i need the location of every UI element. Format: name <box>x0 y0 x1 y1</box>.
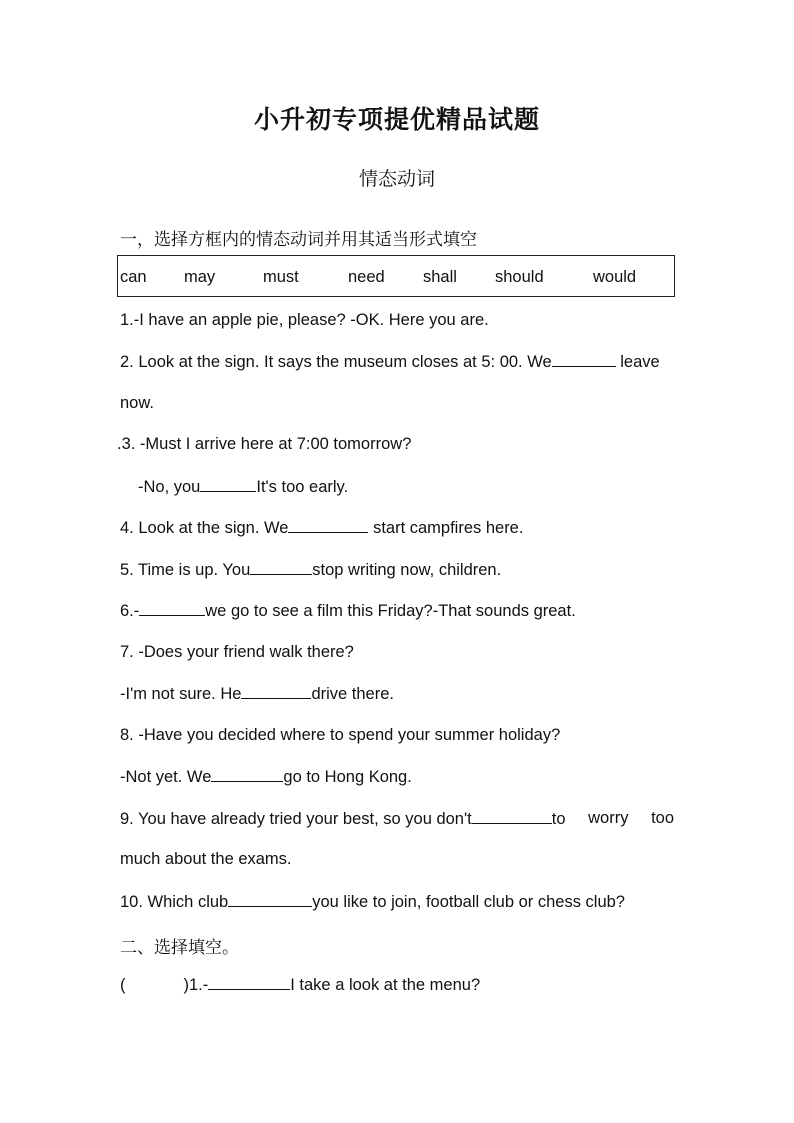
word-bank-item: shall <box>423 268 457 286</box>
question-2-text-end: leave <box>620 353 660 371</box>
question-9-continued: much about the exams. <box>120 850 292 868</box>
section-2-question-1-suffix: I take a look at the menu? <box>290 976 481 994</box>
question-7-answer-line <box>120 684 394 704</box>
section-2-heading: 二、选择填空。 <box>120 938 239 958</box>
word-bank-box <box>117 255 675 297</box>
page-subtitle: 情态动词 <box>358 168 435 190</box>
question-4-suffix: start campfires here. <box>373 519 524 537</box>
question-6 <box>120 601 576 621</box>
question-5-prefix: 5. Time is up. You <box>120 561 251 579</box>
question-8-answer-line <box>120 767 412 787</box>
question-9-prefix: 9. You have already tried your best, so you don't <box>120 810 472 828</box>
answer-blank[interactable] <box>200 477 256 492</box>
answer-blank[interactable] <box>228 892 312 907</box>
question-5 <box>120 560 501 580</box>
word-bank-item: need <box>348 268 385 286</box>
question-3-prefix: -No, you <box>138 478 201 496</box>
question-8: 8. -Have you decided where to spend your summer holiday? <box>120 726 561 744</box>
question-4-prefix: 4. Look at the sign. We <box>120 519 289 537</box>
section-2-question-1-number: )1.- <box>183 976 209 994</box>
answer-blank[interactable] <box>250 560 312 575</box>
answer-blank[interactable] <box>208 975 290 990</box>
question-9-to: to <box>551 810 566 828</box>
question-3: .3. -Must I arrive here at 7:00 tomorrow? <box>117 435 412 453</box>
question-2-continued: now. <box>120 394 154 412</box>
question-7: 7. -Does your friend walk there? <box>120 643 354 661</box>
answer-blank[interactable] <box>472 809 552 824</box>
question-9 <box>120 809 674 829</box>
answer-blank[interactable] <box>241 684 311 699</box>
question-2-text: 2. Look at the sign. It says the museum closes at 5: 00. We <box>120 353 552 371</box>
word-bank-item: may <box>184 268 216 286</box>
question-7-suffix: drive there. <box>311 685 394 703</box>
question-6-prefix: 6.- <box>120 602 140 620</box>
question-7-prefix: -I'm not sure. He <box>120 685 242 703</box>
question-1: 1.-I have an apple pie, please? -OK. Here you are. <box>120 311 489 329</box>
question-9-main <box>120 809 566 829</box>
section-2-question-1 <box>120 975 480 995</box>
question-2 <box>120 352 660 372</box>
answer-paren-open: ( <box>120 976 126 994</box>
answer-blank[interactable] <box>552 352 616 367</box>
question-9-too: too <box>651 809 674 827</box>
question-10-prefix: 10. Which club <box>120 893 229 911</box>
word-bank-item: should <box>495 268 544 286</box>
answer-blank[interactable] <box>288 518 368 533</box>
word-bank-item: can <box>120 268 147 286</box>
word-bank-item: would <box>593 268 637 286</box>
question-10-suffix: you like to join, football club or chess club? <box>312 893 625 911</box>
question-10 <box>120 892 625 912</box>
question-4 <box>120 518 523 538</box>
page-title: 小升初专项提优精品试题 <box>253 105 540 134</box>
question-9-worry: worry <box>588 809 629 827</box>
section-1-heading: 一，选择方框内的情态动词并用其适当形式填空 <box>120 230 477 250</box>
answer-blank[interactable] <box>211 767 283 782</box>
question-3-suffix: It's too early. <box>256 478 349 496</box>
question-6-suffix: we go to see a film this Friday?-That sounds great. <box>205 602 576 620</box>
question-5-suffix: stop writing now, children. <box>312 561 502 579</box>
word-bank-item: must <box>263 268 299 286</box>
answer-blank[interactable] <box>139 601 205 616</box>
question-3-answer-line <box>138 477 348 497</box>
question-8-suffix: go to Hong Kong. <box>283 768 412 786</box>
question-8-prefix: -Not yet. We <box>120 768 212 786</box>
